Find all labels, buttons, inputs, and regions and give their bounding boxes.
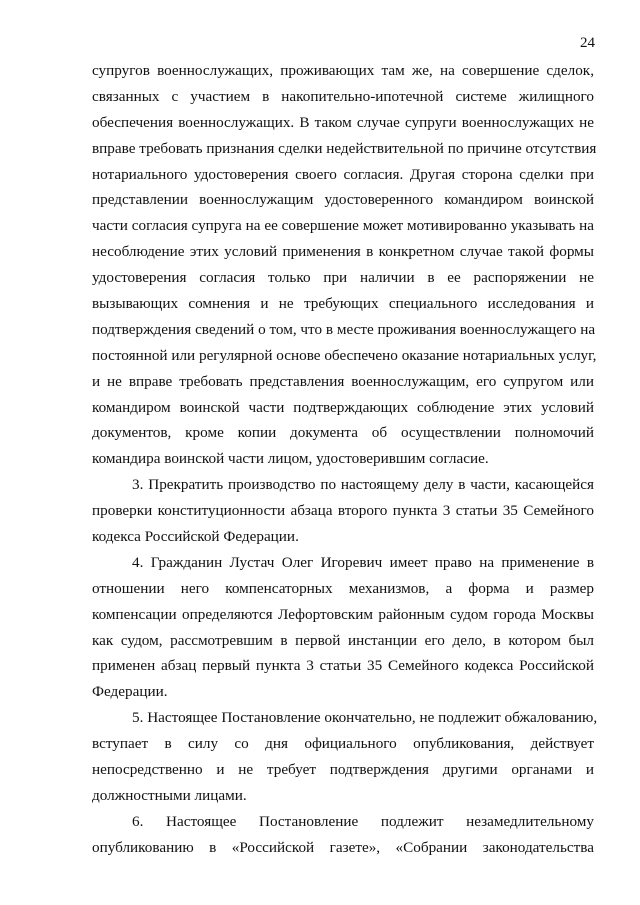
text-line: несоблюдение этих условий применения в конкретном случае такой формы bbox=[92, 243, 594, 261]
text-line: должностными лицами. bbox=[92, 786, 247, 804]
document-body-text bbox=[92, 58, 598, 861]
text-line: нотариального удостоверения своего согласия. Другая сторона сделки при bbox=[92, 165, 594, 183]
text-line: обеспечения военнослужащих. В таком случае супруги военнослужащих не bbox=[92, 113, 594, 131]
text-line: вправе требовать признания сделки недействительной по причине отсутствия bbox=[92, 139, 597, 157]
text-line: вступает в силу со дня официального опубликования, действует bbox=[92, 735, 594, 753]
text-line: как судом, рассмотревшим в первой инстанции его дело, в котором был bbox=[92, 631, 594, 649]
text-line: непосредственно и не требует подтверждения другими органами и bbox=[92, 761, 594, 779]
text-line: Федерации. bbox=[92, 683, 168, 701]
text-line: 4. Гражданин Лустач Олег Игоревич имеет право на применение в bbox=[132, 553, 594, 571]
text-line: 3. Прекратить производство по настоящему делу в части, касающейся bbox=[132, 476, 594, 494]
text-line: постоянной или регулярной основе обеспечено оказание нотариальных услуг, bbox=[92, 346, 597, 364]
text-line: командиром воинской части подтверждающих соблюдение этих условий bbox=[92, 398, 594, 416]
text-line: 5. Настоящее Постановление окончательно, не подлежит обжалованию, bbox=[132, 709, 598, 727]
text-line: удостоверения согласия только при наличии в ее распоряжении не bbox=[92, 269, 594, 287]
text-line: супругов военнослужащих, проживающих там же, на совершение сделок, bbox=[92, 62, 594, 79]
text-line: компенсации определяются Лефортовским районным судом города Москвы bbox=[92, 605, 594, 623]
text-line: части согласия супруга на ее совершение может мотивированно указывать на bbox=[92, 217, 594, 235]
text-line: проверки конституционности абзаца второго пункта 3 статьи 35 Семейного bbox=[92, 502, 594, 520]
text-line: представлении военнослужащим удостоверенного командиром воинской bbox=[92, 191, 594, 209]
text-line: опубликованию в «Российской газете», «Собрании законодательства bbox=[92, 838, 594, 856]
text-line: связанных с участием в накопительно-ипотечной системе жилищного bbox=[92, 87, 594, 105]
text-line: вызывающих сомнения и не требующих специального исследования и bbox=[92, 295, 594, 313]
text-line: подтверждения сведений о том, что в месте проживания военнослужащего на bbox=[92, 320, 596, 338]
text-line: применен абзац первый пункта 3 статьи 35 Семейного кодекса Российской bbox=[92, 657, 594, 675]
text-line: кодекса Российской Федерации. bbox=[92, 528, 299, 546]
text-line: командира воинской части лицом, удостоверившим согласие. bbox=[92, 450, 489, 468]
text-line: и не вправе требовать представления военнослужащим, его супругом или bbox=[92, 372, 594, 390]
page-number: 24 bbox=[580, 35, 595, 51]
text-line: 6. Настоящее Постановление подлежит незамедлительному bbox=[132, 812, 594, 830]
text-line: документов, кроме копии документа об осуществлении полномочий bbox=[92, 424, 594, 442]
text-line: отношении него компенсаторных механизмов, а форма и размер bbox=[92, 579, 594, 597]
